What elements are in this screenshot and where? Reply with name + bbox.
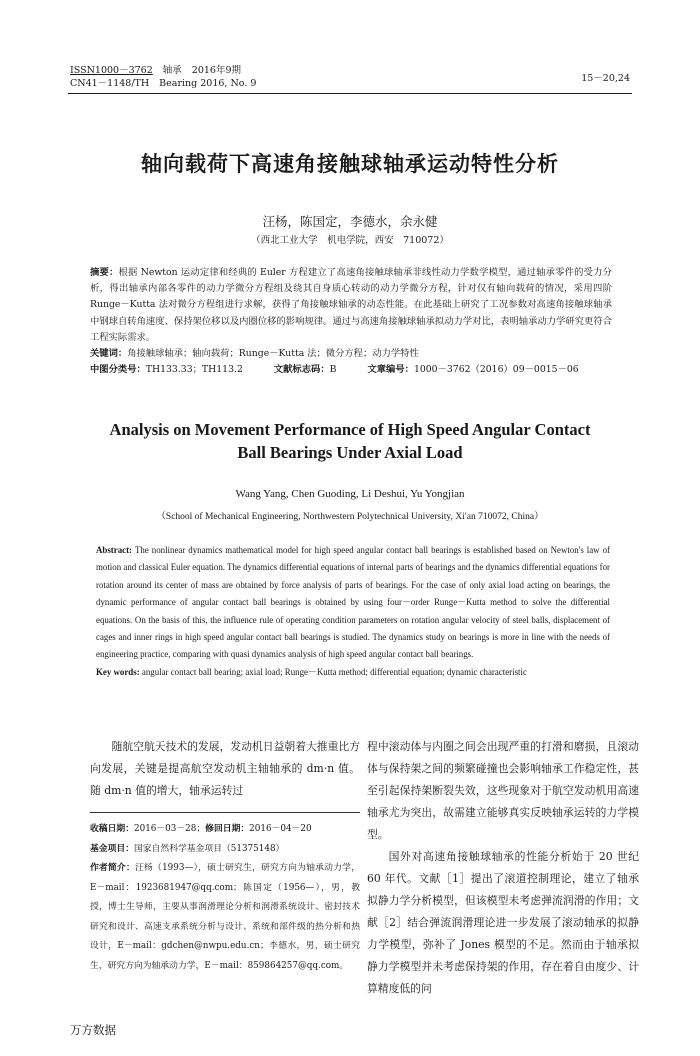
issue-date-cn: 2016年9期 <box>191 65 242 76</box>
header-divider <box>68 93 632 94</box>
revised-date: 2016－04－20 <box>249 824 312 834</box>
keywords-en-label: Key words <box>96 666 137 677</box>
right-paragraph-1: 程中滚动体与内圈之间会出现严重的打滑和磨损，且滚动体与保持架之间的频繁碰撞也会影响轴承工作稳定性，甚至引起保持架断裂失效，这些现象对于航空发动机用高速轴承尤为突出，故需建立能够真实反映轴承运转的力学模型。 <box>367 740 639 841</box>
journal-header-left <box>70 64 266 90</box>
page-range: 15－20,24 <box>581 73 630 84</box>
revised-label: 修回日期： <box>205 824 250 834</box>
article-no-value: 1000－3762（2016）09－0015－06 <box>413 364 579 376</box>
doc-code-label: 文献标志码： <box>273 364 330 376</box>
paper-title-en-line1: Analysis on Movement Performance of High Speed Angular Contact <box>109 420 591 439</box>
doc-code-value: B <box>329 364 337 376</box>
affiliation-en: （School of Mechanical Engineering, Northwestern Polytechnical University, Xi′an 710072, China） <box>156 512 544 522</box>
clc-label: 中图分类号： <box>90 364 146 376</box>
fund-text: 国家自然科学基金项目（51375148） <box>134 843 285 854</box>
keywords-cn: 角接触球轴承；轴向载荷；Runge－Kutta 法；微分方程；动力学特性 <box>127 348 419 360</box>
received-date: 2016－03－28； <box>134 824 206 834</box>
footnote-divider <box>90 812 360 813</box>
body-left-column <box>90 736 360 802</box>
keywords-en: angular contact ball bearing; axial load; Runge－Kutta method; differential equation; dynamic characteristic <box>141 666 527 677</box>
paper-title-cn: 轴向载荷下高速角接触球轴承运动特性分析 <box>141 152 559 176</box>
right-paragraph-2: 国外对高速角接触球轴承的性能分析始于 20 世纪 60 年代。文献［1］提出了滚道控制理论，建立了轴承拟静力学分析模型，但该模型未考虑弹流润滑的作用；文献［2］结合弹流润滑理论进一步发展了滚动轴承的拟静力学模型，弥补了 Jones 模型的不足。然而由于轴承拟静力学模型并未考虑保持架的作用，存在着自由度少、计算精度低的问 <box>367 850 639 995</box>
abstract-en-label: Abstract <box>96 545 130 555</box>
keywords-cn-label: 关键词： <box>90 348 128 360</box>
abstract-cn-label: 摘要： <box>90 267 119 278</box>
authors-cn: 汪杨，陈国定，李德水，余永健 <box>262 214 438 229</box>
intro-paragraph: 随航空航天技术的发展，发动机日益朝着大推重比方向发展，关键是提高航空发动机主轴轴承的 dm·n 值。随 dm·n 值的增大，轴承运转过 <box>90 740 360 797</box>
abstract-en-text: The nonlinear dynamics mathematical model for high speed angular contact ball bearings is established based on Newton's law of motion and classical Euler equation. The dynamics differential equations of internal parts of bearings and the dynamics differential equations for rotation around its center of mass are obtained by force analysis of parts of bearings. For the case of only axial load acting on bearings, the dynamic performance of angular contact ball bearings is obtained by using four－order Runge－Kutta method to solve the differential equations. On the basis of this, the influence rule of operating condition parameters on rotation angular velocity of steel balls, displacement of cages and inner rings in high speed angular contact ball bearings is studied. The dynamics study on bearings is more in line with the needs of engineering practice, comparing with quasi dynamics analysis of high speed angular contact ball bearings. <box>96 545 610 660</box>
issn: ISSN1000－3762 <box>70 65 153 76</box>
footnotes <box>90 820 360 976</box>
body-right-column <box>367 736 639 1000</box>
bio-label: 作者简介： <box>90 863 136 873</box>
abstract-cn <box>90 265 612 378</box>
paper-title-en <box>0 418 700 464</box>
journal-name-en: Bearing 2016, No. 9 <box>159 78 257 89</box>
journal-name-cn: 轴承 <box>162 65 182 76</box>
bio-text: 汪杨（1993—），硕士研究生，研究方向为轴承动力学，E－mail：1923681947@qq.com；陈国定（1956—），男，教授，博士生导师，主要从事润滑理论分析和润滑系统设计、密封技术研究和设计、高速支承系统分析与设计、系统和部件级的热分析和热设计，E－mail：gdchen@nwpu.edu.cn；李德水，男，硕士研究生，研究方向为轴承动力学，E－mail：859864257@qq.com。 <box>90 863 360 971</box>
paper-title-en-line2: Ball Bearings Under Axial Load <box>237 443 463 462</box>
fund-label: 基金项目： <box>90 843 134 854</box>
watermark: 万方数据 <box>70 1023 116 1037</box>
classification-row <box>90 362 612 378</box>
received-label: 收稿日期： <box>90 824 134 834</box>
article-no-label: 文章编号： <box>367 364 414 376</box>
abstract-en: Abstract: The nonlinear dynamics mathematical model for high speed angular contact ball bearings is established based on Newton's law of motion and classical Euler equation. The dynamics differential equations of internal parts of bearings and the dynamics differential equations for rotation around its center of mass are obtained by force analysis of parts of bearings. For the case of only axial load acting on bearings, the dynamic performance of angular contact ball bearings is obtained by using four－order Runge－Kutta method to solve the differential equations. On the basis of this, the influence rule of operating condition parameters on rotation angular velocity of steel balls, displacement of cages and inner rings in high speed angular contact ball bearings is studied. The dynamics study on bearings is more in line with the needs of engineering practice, comparing with quasi dynamics analysis of high speed angular contact ball bearings. Key words: angular contact ball bearing; axial load; Runge－Kutta method; differential equation; dynamic characteristic <box>96 545 610 677</box>
clc-value: TH133.33；TH113.2 <box>145 364 243 376</box>
authors-en: Wang Yang, Chen Guoding, Li Deshui, Yu Yongjian <box>235 488 465 500</box>
cn-code: CN41－1148/TH <box>70 78 150 89</box>
abstract-cn-text: 根据 Newton 运动定律和经典的 Euler 方程建立了高速角接触球轴承非线性动力学数学模型，通过轴承零件的受力分析，得出轴承内部各零件的动力学微分方程组及绕其自身质心转动的动力学微分方程，针对仅有轴向载荷的情况，采用四阶 Runge－Kutta 法对微分方程组进行求解，获得了角接触球轴承的动态性能。在此基础上研究了工况参数对高速角接触球轴承中钢球自转角速度、保持架位移以及内圈位移的影响规律。通过与高速角接触球轴承拟动力学对比，表明轴承动力学研究更符合工程实际需求。 <box>90 267 612 343</box>
affiliation-cn: （西北工业大学 机电学院，西安 710072） <box>251 235 449 246</box>
